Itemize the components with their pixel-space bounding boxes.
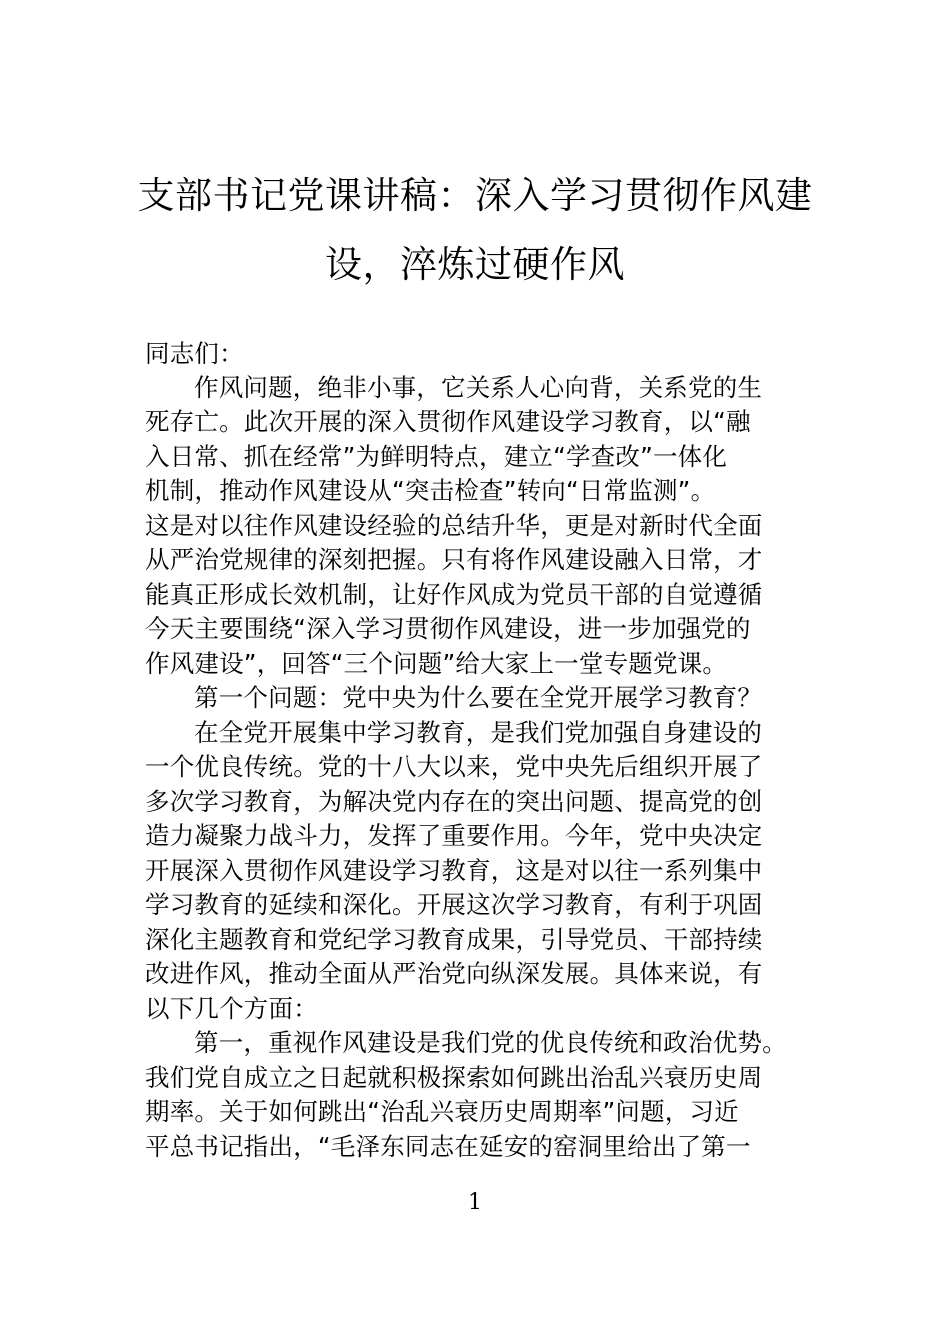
paragraph-line: 机制，推动作风建设从“突击检查”转向“日常监测”。 (145, 476, 716, 505)
document-title-line-1: 支部书记党课讲稿：深入学习贯彻作风建 (137, 174, 813, 217)
paragraph-line: 今天主要围绕“深入学习贯彻作风建设，进一步加强党的 (145, 614, 751, 643)
salutation: 同志们： (145, 339, 244, 368)
paragraph-line: 以下几个方面： (145, 994, 318, 1023)
paragraph-line: 平总书记指出，“毛泽东同志在延安的窑洞里给出了第一 (145, 1132, 751, 1161)
paragraph-line: 能真正形成长效机制，让好作风成为党员干部的自觉遵循 (145, 580, 763, 609)
paragraph-line: 一个优良传统。党的十八大以来，党中央先后组织开展了 (145, 752, 763, 781)
paragraph-line: 我们党自成立之日起就积极探索如何跳出治乱兴衰历史周 (145, 1063, 763, 1092)
paragraph-line: 第一，重视作风建设是我们党的优良传统和政治优势。 (194, 1028, 787, 1057)
paragraph-line: 作风建设”，回答“三个问题”给大家上一堂专题党课。 (145, 649, 728, 678)
paragraph-line: 作风问题，绝非小事，它关系人心向背，关系党的生 (194, 373, 763, 402)
paragraph-line: 开展深入贯彻作风建设学习教育，这是对以往一系列集中 (145, 856, 763, 885)
paragraph-line: 在全党开展集中学习教育，是我们党加强自身建设的 (194, 718, 763, 747)
paragraph-line: 深化主题教育和党纪学习教育成果，引导党员、干部持续 (145, 925, 763, 954)
paragraph-line: 改进作风，推动全面从严治党向纵深发展。具体来说，有 (145, 959, 763, 988)
paragraph-line: 死存亡。此次开展的深入贯彻作风建设学习教育，以“融 (145, 407, 751, 436)
paragraph-line: 期率。关于如何跳出“治乱兴衰历史周期率”问题，习近 (145, 1097, 739, 1126)
page-number: 1 (468, 1190, 482, 1215)
paragraph-line: 从严治党规律的深刻把握。只有将作风建设融入日常，才 (145, 545, 763, 574)
paragraph-line: 这是对以往作风建设经验的总结升华，更是对新时代全面 (145, 511, 763, 540)
section-heading: 第一个问题：党中央为什么要在全党开展学习教育？ (194, 683, 763, 712)
paragraph-line: 多次学习教育，为解决党内存在的突出问题、提高党的创 (145, 787, 763, 816)
document-title-line-2: 设，淬炼过硬作风 (325, 243, 625, 286)
paragraph-line: 造力凝聚力战斗力，发挥了重要作用。今年，党中央决定 (145, 821, 763, 850)
paragraph-line: 学习教育的延续和深化。开展这次学习教育，有利于巩固 (145, 890, 763, 919)
paragraph-line: 入日常、抓在经常”为鲜明特点，建立“学查改”一体化 (145, 442, 728, 471)
